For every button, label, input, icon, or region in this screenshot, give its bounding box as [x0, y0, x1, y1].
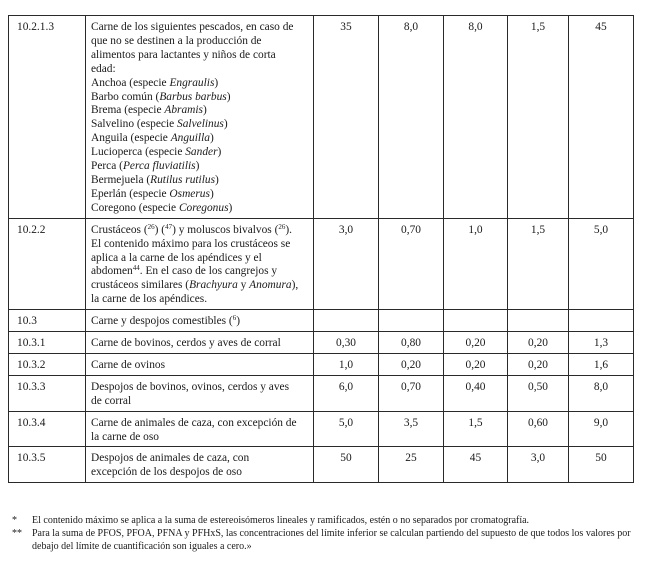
value-cell: 25: [379, 447, 444, 483]
row-description: Carne de bovinos, cerdos y aves de corral: [86, 332, 314, 354]
desc-line: excepción de los despojos de oso: [91, 466, 242, 479]
species-item: Lucioperca (especie Sander): [91, 146, 222, 159]
row-code: 10.3.5: [9, 447, 86, 483]
table-row: [9, 375, 634, 411]
footnote-mark: **: [12, 528, 22, 539]
table-row: [9, 16, 634, 219]
footnote-mark: *: [12, 515, 17, 526]
row-code: 10.3.2: [9, 353, 86, 375]
species-item: Eperlán (especie Osmerus): [91, 187, 214, 200]
row-code: 10.3: [9, 310, 86, 332]
row-description: [86, 447, 314, 483]
value-cell: 5,0: [314, 411, 379, 447]
footnote: [12, 514, 637, 527]
desc-line: Carne de los siguientes pescados, en caso de: [91, 21, 294, 33]
value-cell: [508, 310, 569, 332]
table-row: [9, 310, 634, 332]
species-item: Anguila (especie Anguilla): [91, 132, 214, 145]
value-cell: 5,0: [569, 218, 634, 309]
value-cell: 0,20: [508, 353, 569, 375]
value-cell: 0,60: [508, 411, 569, 447]
desc-line: que no se destinen a la producción de: [91, 34, 262, 47]
footnotes: [12, 514, 637, 553]
desc-line: Carne de animales de caza, con excepción de: [91, 416, 297, 429]
row-description: Carne y despojos comestibles ($^6$): [86, 310, 314, 332]
value-cell: 3,0: [314, 218, 379, 309]
desc-line: edad:: [91, 62, 116, 75]
value-cell: [314, 310, 379, 332]
limits-table: [8, 15, 634, 483]
value-cell: [569, 310, 634, 332]
value-cell: 0,20: [444, 332, 508, 354]
table-row: [9, 411, 634, 447]
row-description: [86, 16, 314, 219]
desc-line: alimentos para lactantes y niños de corta: [91, 48, 276, 61]
value-cell: 45: [444, 447, 508, 483]
species-item: Salvelino (especie Salvelinus): [91, 118, 228, 131]
desc-line: Despojos de animales de caza, con: [91, 452, 250, 465]
value-cell: 0,20: [508, 332, 569, 354]
value-cell: 3,5: [379, 411, 444, 447]
species-item: Barbo común (Barbus barbus): [91, 90, 231, 103]
value-cell: 0,20: [444, 353, 508, 375]
desc-line: El contenido máximo para los crustáceos se: [91, 237, 291, 250]
row-description: [86, 411, 314, 447]
value-cell: 1,6: [569, 353, 634, 375]
value-cell: 3,0: [508, 447, 569, 483]
value-cell: 45: [569, 16, 634, 219]
value-cell: 50: [569, 447, 634, 483]
row-description: Carne de ovinos: [86, 353, 314, 375]
value-cell: 1,0: [314, 353, 379, 375]
table-row: [9, 218, 634, 309]
value-cell: 8,0: [444, 16, 508, 219]
value-cell: 35: [314, 16, 379, 219]
desc-line: abdomen$^{44}$. En el caso de los cangrejos y: [91, 264, 278, 278]
value-cell: 0,50: [508, 375, 569, 411]
row-description: [86, 375, 314, 411]
footnote-text: Para la suma de PFOS, PFOA, PFNA y PFHxS, las concentraciones del límite inferior se calculan partiendo del supuesto de que todos los valores por debajo del límite de cuantificación son iguales a cero.»: [32, 528, 631, 552]
value-cell: 1,0: [444, 218, 508, 309]
desc-line: la carne de oso: [91, 430, 159, 443]
table-row: [9, 353, 634, 375]
value-cell: 50: [314, 447, 379, 483]
value-cell: 8,0: [569, 375, 634, 411]
value-cell: 0,70: [379, 375, 444, 411]
row-description: [86, 218, 314, 309]
species-item: Coregono (especie Coregonus): [91, 201, 233, 214]
value-cell: 9,0: [569, 411, 634, 447]
value-cell: [444, 310, 508, 332]
value-cell: 1,5: [508, 16, 569, 219]
species-item: Anchoa (especie Engraulis): [91, 76, 219, 89]
footnote-text: El contenido máximo se aplica a la suma de estereoisómeros lineales y ramificados, estén o no separados por cromatografía.: [32, 515, 530, 526]
value-cell: 1,5: [508, 218, 569, 309]
species-item: Bermejuela (Rutilus rutilus): [91, 173, 219, 186]
value-cell: [379, 310, 444, 332]
value-cell: 1,5: [444, 411, 508, 447]
table-row: [9, 447, 634, 483]
table-row: [9, 332, 634, 354]
desc-line: Despojos de bovinos, ovinos, cerdos y aves: [91, 380, 290, 393]
desc-line: la carne de los apéndices.: [91, 293, 208, 306]
row-code: 10.2.2: [9, 218, 86, 309]
desc-line: aplica a la carne de los apéndices y el: [91, 251, 262, 264]
value-cell: 1,3: [569, 332, 634, 354]
value-cell: 8,0: [379, 16, 444, 219]
value-cell: 0,20: [379, 353, 444, 375]
desc-line: Crustáceos ($^{26}$) ($^{47}$) y moluscos bivalvos ($^{26}$).: [91, 222, 293, 236]
value-cell: 0,70: [379, 218, 444, 309]
species-item: Perca (Perca fluviatilis): [91, 160, 200, 173]
row-code: 10.3.4: [9, 411, 86, 447]
value-cell: 0,40: [444, 375, 508, 411]
value-cell: 0,80: [379, 332, 444, 354]
row-code: 10.3.1: [9, 332, 86, 354]
row-code: 10.2.1.3: [9, 16, 86, 219]
species-item: Brema (especie Abramis): [91, 104, 207, 117]
desc-line: de corral: [91, 394, 132, 407]
value-cell: 6,0: [314, 375, 379, 411]
row-code: 10.3.3: [9, 375, 86, 411]
value-cell: 0,30: [314, 332, 379, 354]
footnote: [12, 527, 637, 553]
desc-line: crustáceos similares (Brachyura y Anomura),: [91, 279, 299, 292]
